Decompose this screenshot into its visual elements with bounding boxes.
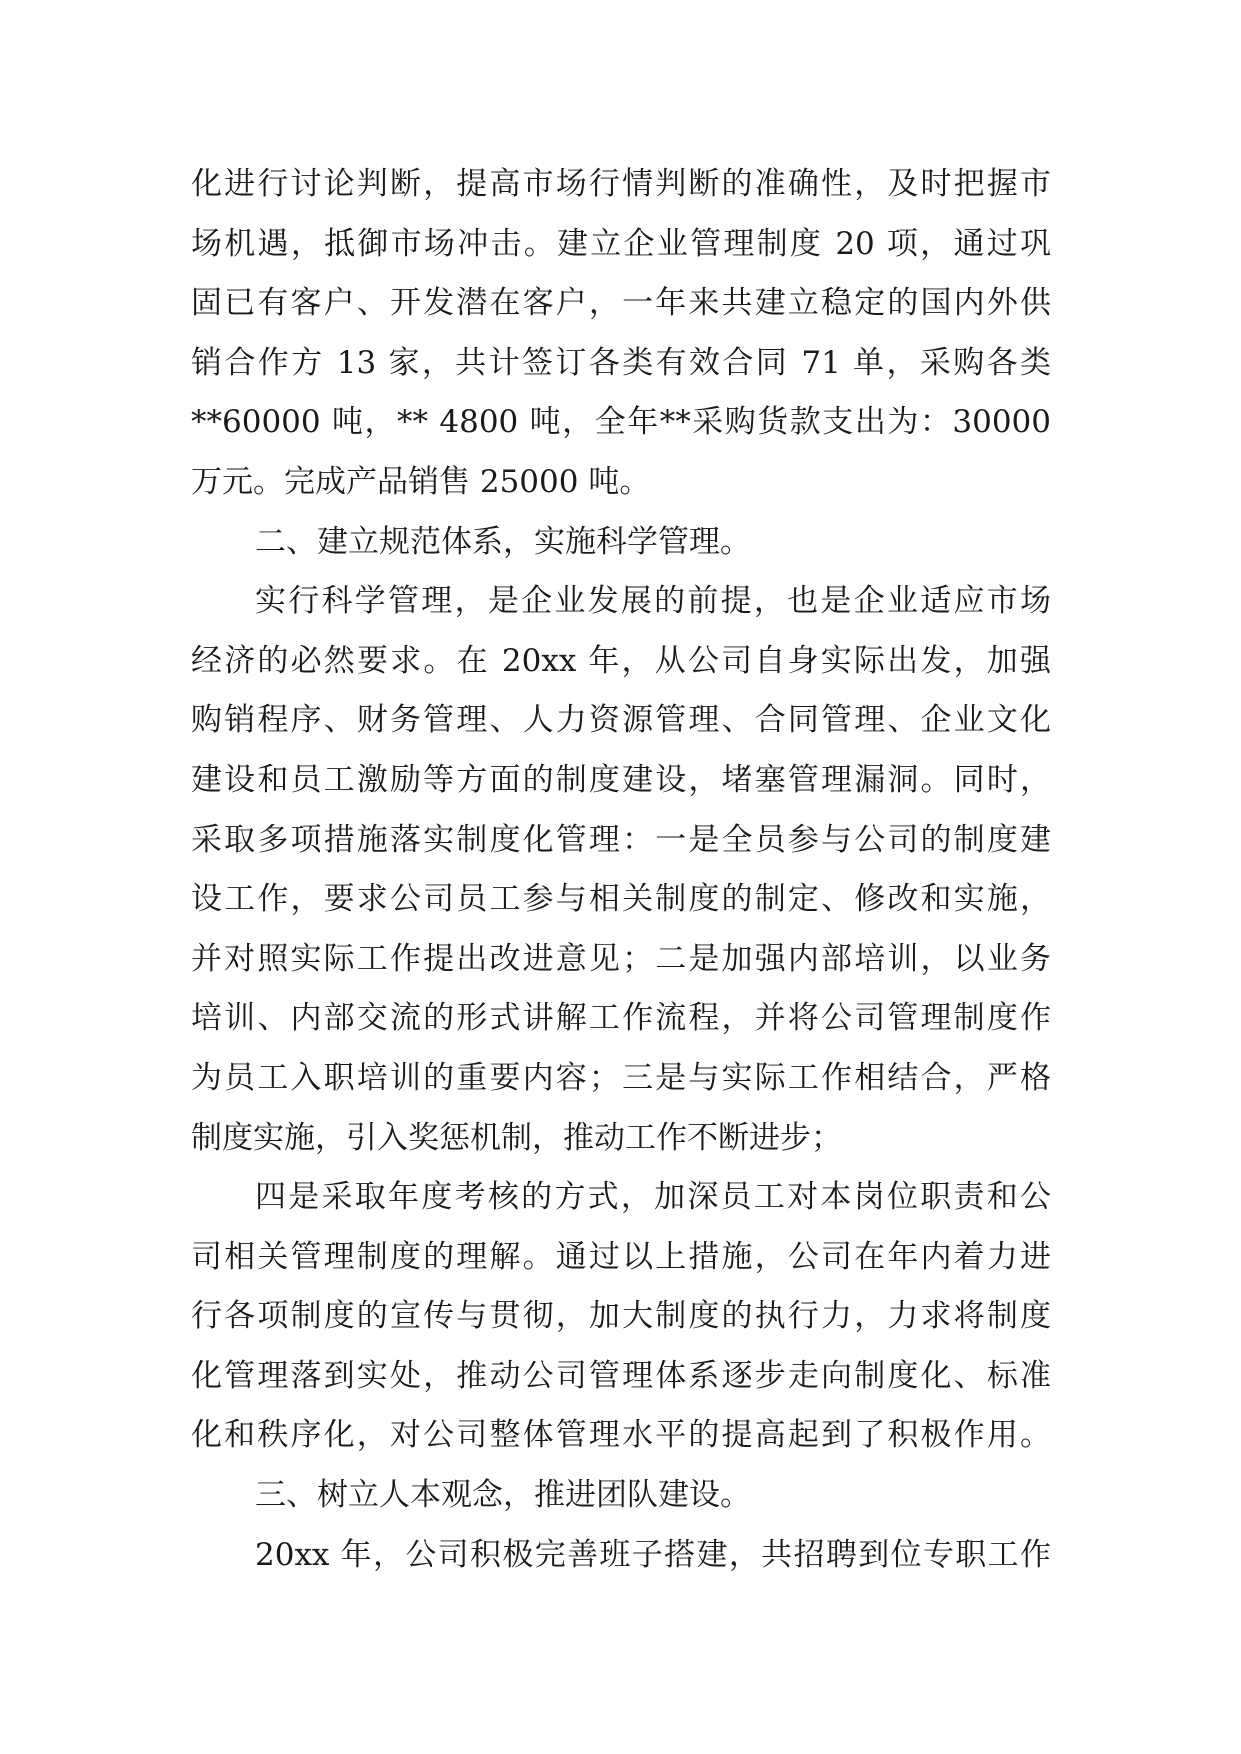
text-line: 四是采取年度考核的方式，加深员工对本岗位职责和公 [255, 1179, 1051, 1216]
text-line: 建设和员工激励等方面的制度建设，堵塞管理漏洞。同时， [191, 761, 1051, 798]
text-line: 化进行讨论判断，提高市场行情判断的准确性，及时把握市 [191, 166, 1051, 202]
text-line: **60000 吨，** 4800 吨，全年**采购货款支出为：30000 [191, 404, 1051, 441]
text-line: 并对照实际工作提出改进意见；二是加强内部培训，以业务 [191, 940, 1051, 977]
text-line: 司相关管理制度的理解。通过以上措施，公司在年内着力进 [191, 1238, 1051, 1275]
text-line: 为员工入职培训的重要内容；三是与实际工作相结合，严格 [191, 1059, 1051, 1096]
text-line: 20xx 年，公司积极完善班子搭建，共招聘到位专职工作 [255, 1536, 1051, 1573]
text-line: 二、建立规范体系，实施科学管理。 [255, 523, 751, 560]
text-line: 购销程序、财务管理、人力资源管理、合同管理、企业文化 [191, 702, 1051, 739]
text-line: 场机遇，抵御市场冲击。建立企业管理制度 20 项，通过巩 [191, 225, 1051, 262]
text-line: 实行科学管理，是企业发展的前提，也是企业适应市场 [255, 583, 1051, 620]
text-line: 化管理落到实处，推动公司管理体系逐步走向制度化、标准 [191, 1357, 1051, 1394]
text-line: 固已有客户、开发潜在客户，一年来共建立稳定的国内外供 [191, 285, 1051, 322]
text-line: 设工作，要求公司员工参与相关制度的制定、修改和实施， [191, 881, 1051, 918]
text-line: 经济的必然要求。在 20xx 年，从公司自身实际出发，加强 [191, 642, 1051, 679]
body-text [191, 155, 1051, 1585]
text-line: 培训、内部交流的形式讲解工作流程，并将公司管理制度作 [191, 1000, 1051, 1037]
text-line: 销合作方 13 家，共计签订各类有效合同 71 单，采购各类 [191, 344, 1051, 381]
text-line: 行各项制度的宣传与贯彻，加大制度的执行力，力求将制度 [191, 1298, 1051, 1335]
text-line: 制度实施，引入奖惩机制，推动工作不断进步； [191, 1119, 842, 1156]
text-line: 化和秩序化，对公司整体管理水平的提高起到了积极作用。 [191, 1417, 1051, 1454]
text-line: 万元。完成产品销售 25000 吨。 [191, 463, 651, 500]
text-line: 三、树立人本观念，推进团队建设。 [255, 1477, 751, 1514]
text-line: 采取多项措施落实制度化管理：一是全员参与公司的制度建 [191, 821, 1051, 858]
